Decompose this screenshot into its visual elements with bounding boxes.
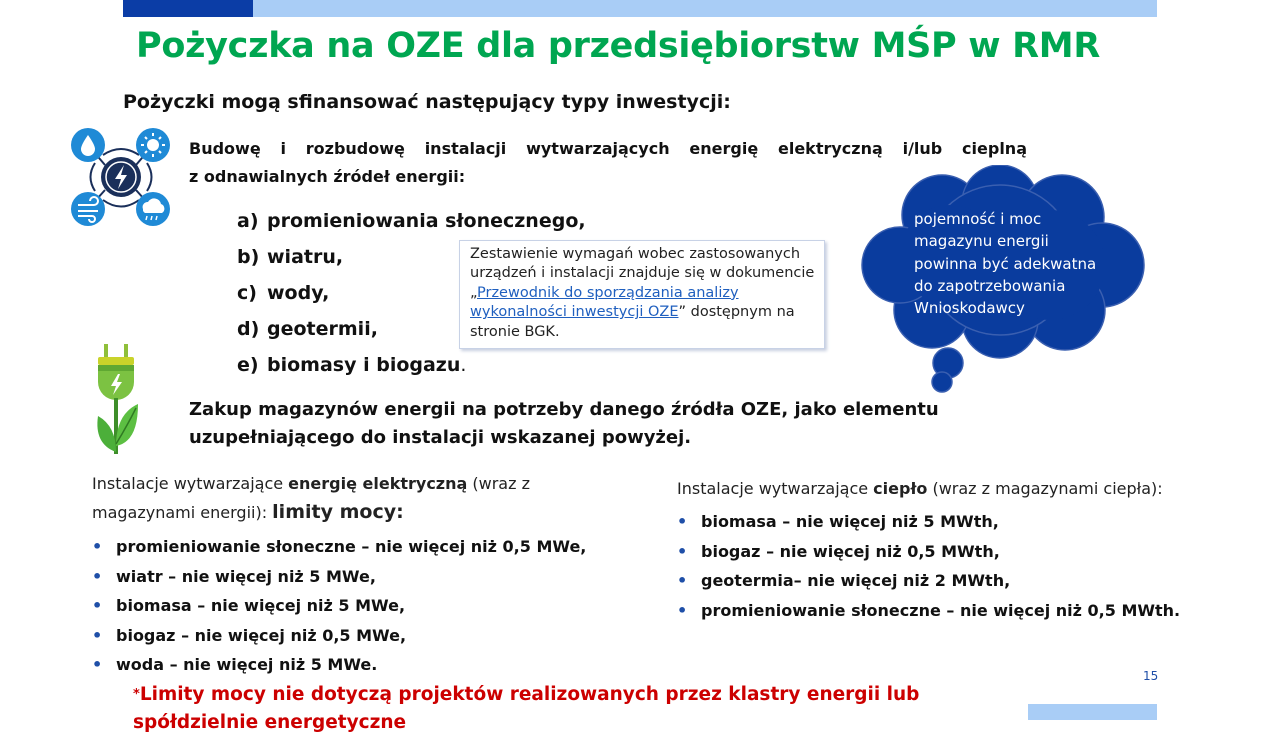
note-text: Zestawienie wymagań wobec zastosowanych urządzeń i instalacji znajduje się w dokumencie: [470, 246, 815, 282]
investment-type-2: Zakup magazynów energii na potrzeby danego źródła OZE, jako elementu uzupełniającego do instalacji wskazanej powyżej.: [189, 399, 939, 448]
list-item: • woda – nie więcej niż 5 MWe.: [92, 655, 378, 674]
cloud-text: pojemność i moc magazynu energii powinna być adekwatna do zapotrzebowania Wnioskodawcy: [914, 210, 1097, 318]
slide-title: Pożyczka na OZE dla przedsiębiorstw MŚP w RMR: [136, 26, 1100, 66]
heat-limits-heading: Instalacje wytwarzające ciepło (wraz z magazynami ciepła):: [677, 479, 1163, 498]
list-item: • biogaz – nie więcej niż 0,5 MWe,: [92, 625, 407, 645]
page-number: 15: [1143, 669, 1159, 683]
list-item: • promieniowanie słoneczne – nie więcej niż 0,5 MWe,: [92, 537, 587, 556]
list-item: • biomasa – nie więcej niż 5 MWe,: [92, 596, 406, 615]
list-item: • biomasa – nie więcej niż 5 MWth,: [677, 512, 999, 531]
list-item: a) promieniowania słonecznego,: [237, 210, 586, 232]
list-item: • geotermia– nie więcej niż 2 MWth,: [677, 571, 1011, 590]
list-item: d) geotermii,: [237, 318, 378, 340]
note-text-end: ” dostępnym na stronie BGK.: [470, 304, 795, 340]
note-quote: „: [470, 284, 477, 301]
guide-link[interactable]: Przewodnik do sporządzania analizy wykonalności inwestycji OZE: [470, 284, 739, 321]
footnote-text: Limity mocy nie dotyczą projektów realizowanych przez klastry energii lub spółdzielnie energetyczne: [133, 684, 920, 733]
footnote: [133, 681, 1013, 737]
top-bar-dark: [123, 0, 253, 17]
slide-subtitle: Pożyczki mogą sfinansować następujący typy inwestycji:: [123, 91, 731, 113]
list-item: e) biomasy i biogazu.: [237, 354, 467, 376]
list-item: b) wiatru,: [237, 246, 344, 268]
heat-limits-list: [677, 507, 1180, 625]
list-item: • biogaz – nie więcej niż 0,5 MWth,: [677, 541, 1000, 561]
list-item: • promieniowanie słoneczne – nie więcej niż 0,5 MWth.: [677, 600, 1181, 620]
renewable-energy-icon: [70, 125, 172, 229]
green-plug-plant-icon: [92, 344, 146, 456]
footnote-star: *: [133, 687, 140, 702]
investment-type-1-line2: z odnawialnych źródeł energii:: [189, 167, 466, 186]
list-item: c) wody,: [237, 282, 330, 304]
electric-limits-heading: Instalacje wytwarzające energię elektryczną (wraz z magazynami energii): limity mocy:: [92, 474, 530, 523]
investment-type-1-line1: Budowę i rozbudowę instalacji wytwarzających energię elektryczną i/lub cieplną: [189, 139, 1027, 158]
top-bar-light: [253, 0, 1157, 17]
list-item: • wiatr – nie więcej niż 5 MWe,: [92, 566, 376, 586]
bottom-bar: [1028, 704, 1157, 720]
requirements-note-box: [459, 240, 825, 349]
electric-limits-list: [92, 532, 586, 680]
